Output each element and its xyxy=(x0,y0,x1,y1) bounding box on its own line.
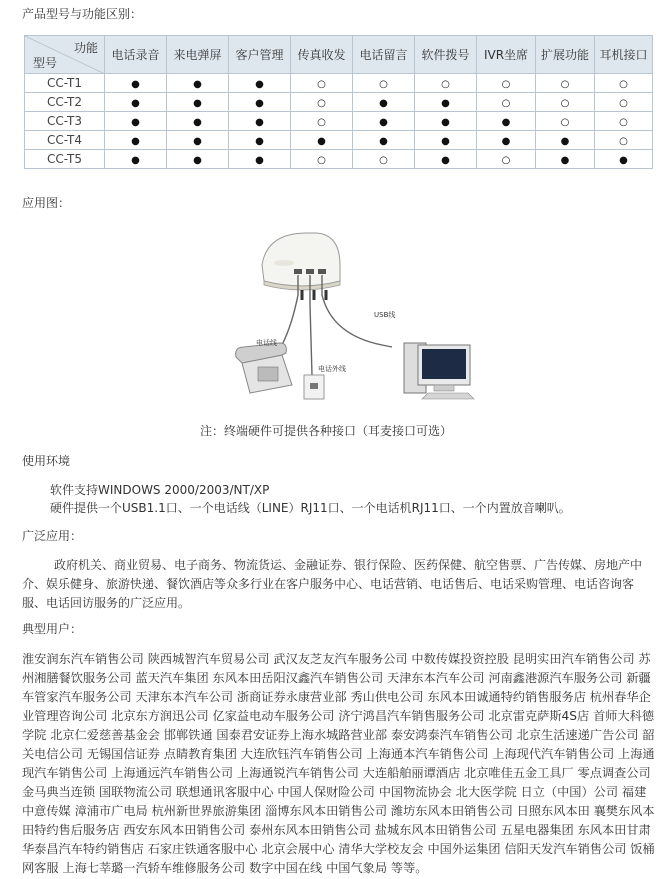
unsupported-circle-icon: ○ xyxy=(560,79,570,90)
feature-cell xyxy=(105,93,167,112)
supported-dot-icon: ● xyxy=(560,155,570,166)
wall-socket-icon xyxy=(304,375,324,399)
model-cell: CC-T2 xyxy=(25,93,105,112)
unsupported-circle-icon: ○ xyxy=(619,98,628,109)
supported-dot-icon: ● xyxy=(131,117,140,128)
feature-cell xyxy=(291,93,353,112)
feature-cell xyxy=(477,150,536,169)
table-row xyxy=(25,112,653,131)
column-header: 客户管理 xyxy=(229,36,291,74)
unsupported-circle-icon: ○ xyxy=(501,155,511,166)
supported-dot-icon: ● xyxy=(501,136,511,147)
feature-cell xyxy=(353,93,415,112)
unsupported-circle-icon: ○ xyxy=(501,79,511,90)
apps-description: 政府机关、商业贸易、电子商务、物流货运、金融证券、银行保险、医药保健、航空售票、广告传媒、房地产中介、娱乐健身、旅游快递、餐饮酒店等众多行业在客户服务中心、电话营销、电话售后、电话采购管理、电话咨询客服、电话回访服务的广泛应用。 xyxy=(22,558,643,610)
supported-dot-icon: ● xyxy=(255,117,264,128)
telephone-icon xyxy=(236,343,292,393)
feature-cell xyxy=(477,131,536,150)
supported-dot-icon: ● xyxy=(193,155,202,166)
supported-dot-icon: ● xyxy=(193,98,202,109)
users-list: 淮安润东汽车销售公司 陕西城智汽车贸易公司 武汉友芝友汽车服务公司 中数传媒投资控股 昆明实田汽车销售公司 苏州湘膳餐饮服务公司 蓝天汽车集团 东风本田岳阳汉鑫汽车销售公司 天津东本汽车公司 河南鑫港源汽车服务公司 新疆车管家汽车服务公司 天津东本汽车公司 浙商证券永康营业部 秀山供电公司 东风本田诚通特约销售服务店 杭州春华企业管理咨询公司 北京东方润迅公司 亿家益电动车服务公司 济宁鸿昌汽车销售服务公司 北京雷克萨斯4S店 首师大科德学院 北京仁爱慈善基金会 邯郸铁通 国泰君安证券上海水城路营业部 泰安鸿泰汽车销售公司 北京生活速递广告公司 韶关电信公司 无锡国信证券 点睛教育集团 大连欣钰汽车销售公司 上海通本汽车销售公司 上海现代汽车销售公司 上海通现汽车销售公司 上海通远汽车销售公司 上海通锐汽车销售公司 大连船舶丽谭酒店 北京唯佳五金工具厂 零点调查公司 金马典当连锁 国联物流公司 联想通讯客服中心 中国人保财险公司 中国物流协会 北大医学院 日立（中国）公司 福建中意传媒 漳浦市广电局 杭州新世界旅游集团 淄博东风本田销售公司 潍坊东风本田销售公司 日照东风本田 襄樊东风本田特约售后服务店 西安东风本田销售公司 泰州东风本田销售公司 盐城东风本田销售公司 五星电器集团 东风本田甘肃华泰昌汽车特约销售店 石家庄铁通客服中心 北京会展中心 清华大学校友会 中国外运集团 信阳天发汽车销售公司 饭桶网客服 上海七莘璐一汽轿车维修服务公司 数字中国在线 中国气象局 等等。 xyxy=(22,652,655,875)
supported-dot-icon: ● xyxy=(560,136,570,147)
unsupported-circle-icon: ○ xyxy=(379,155,388,166)
supported-dot-icon: ● xyxy=(255,79,264,90)
feature-cell xyxy=(595,93,653,112)
unsupported-circle-icon: ○ xyxy=(560,117,570,128)
supported-dot-icon: ● xyxy=(441,136,450,147)
supported-dot-icon: ● xyxy=(193,117,202,128)
model-cell: CC-T3 xyxy=(25,112,105,131)
feature-cell xyxy=(536,112,595,131)
column-header: 来电弹屏 xyxy=(167,36,229,74)
supported-dot-icon: ● xyxy=(193,79,202,90)
usb-cable-label: USB线 xyxy=(374,311,396,319)
unsupported-circle-icon: ○ xyxy=(619,79,628,90)
feature-cell xyxy=(536,93,595,112)
feature-cell xyxy=(229,93,291,112)
corner-label-model: 型号 xyxy=(33,56,58,70)
env-software-text: 软件支持WINDOWS 2000/2003/NT/XP xyxy=(50,483,270,497)
feature-cell xyxy=(415,150,477,169)
feature-cell xyxy=(167,93,229,112)
feature-cell xyxy=(105,131,167,150)
unsupported-circle-icon: ○ xyxy=(317,79,326,90)
feature-cell xyxy=(105,112,167,131)
feature-cell xyxy=(353,112,415,131)
feature-cell xyxy=(477,112,536,131)
feature-cell xyxy=(353,150,415,169)
diagram-caption: 注：终端硬件可提供各种接口（耳麦接口可选） xyxy=(200,424,453,438)
feature-cell xyxy=(477,74,536,93)
column-header: 耳机接口 xyxy=(595,36,653,74)
model-cell: CC-T1 xyxy=(25,74,105,93)
computer-icon xyxy=(404,343,474,399)
column-header: 扩展功能 xyxy=(536,36,595,74)
table-row xyxy=(25,93,653,112)
supported-dot-icon: ● xyxy=(193,136,202,147)
feature-cell xyxy=(229,74,291,93)
feature-cell xyxy=(595,150,653,169)
column-header: 电话录音 xyxy=(105,36,167,74)
unsupported-circle-icon: ○ xyxy=(441,79,450,90)
unsupported-circle-icon: ○ xyxy=(619,136,628,147)
feature-cell xyxy=(536,74,595,93)
feature-cell xyxy=(291,150,353,169)
table-row xyxy=(25,74,653,93)
feature-cell xyxy=(536,150,595,169)
model-cell: CC-T5 xyxy=(25,150,105,169)
feature-cell xyxy=(229,131,291,150)
supported-dot-icon: ● xyxy=(501,117,511,128)
phone-line-label: 电话线 xyxy=(256,339,277,347)
feature-cell xyxy=(291,74,353,93)
feature-cell xyxy=(105,150,167,169)
feature-cell xyxy=(167,131,229,150)
unsupported-circle-icon: ○ xyxy=(619,117,628,128)
unsupported-circle-icon: ○ xyxy=(379,79,388,90)
table-row xyxy=(25,150,653,169)
outer-line-label: 电话外线 xyxy=(318,365,346,373)
supported-dot-icon: ● xyxy=(441,98,450,109)
supported-dot-icon: ● xyxy=(131,155,140,166)
diagram-section-title: 应用图： xyxy=(22,196,71,210)
users-section-title: 典型用户： xyxy=(22,622,83,636)
supported-dot-icon: ● xyxy=(619,155,628,166)
column-header: IVR坐席 xyxy=(477,36,536,74)
feature-cell xyxy=(415,74,477,93)
supported-dot-icon: ● xyxy=(131,79,140,90)
unsupported-circle-icon: ○ xyxy=(317,155,326,166)
feature-cell xyxy=(415,93,477,112)
feature-cell xyxy=(105,74,167,93)
unsupported-circle-icon: ○ xyxy=(317,98,326,109)
table-corner-cell xyxy=(25,36,105,74)
column-header: 传真收发 xyxy=(291,36,353,74)
feature-cell xyxy=(415,112,477,131)
supported-dot-icon: ● xyxy=(379,136,388,147)
corner-label-function: 功能 xyxy=(73,41,98,55)
model-cell: CC-T4 xyxy=(25,131,105,150)
supported-dot-icon: ● xyxy=(131,136,140,147)
column-header: 软件拨号 xyxy=(415,36,477,74)
feature-cell xyxy=(595,112,653,131)
env-hardware-text: 硬件提供一个USB1.1口、一个电话线（LINE）RJ11口、一个电话机RJ11口、一个内置放音喇叭。 xyxy=(50,501,571,515)
feature-cell xyxy=(291,131,353,150)
unsupported-circle-icon: ○ xyxy=(501,98,511,109)
supported-dot-icon: ● xyxy=(379,98,388,109)
table-header-row xyxy=(25,36,653,74)
application-diagram xyxy=(222,225,482,405)
feature-cell xyxy=(353,131,415,150)
unsupported-circle-icon: ○ xyxy=(560,98,570,109)
feature-cell xyxy=(353,74,415,93)
env-section-title: 使用环境 xyxy=(22,454,71,468)
feature-cell xyxy=(536,131,595,150)
feature-cell xyxy=(229,112,291,131)
supported-dot-icon: ● xyxy=(441,117,450,128)
feature-cell xyxy=(167,150,229,169)
feature-cell xyxy=(167,74,229,93)
feature-cell xyxy=(477,93,536,112)
feature-cell xyxy=(167,112,229,131)
supported-dot-icon: ● xyxy=(255,155,264,166)
column-header: 电话留言 xyxy=(353,36,415,74)
table-row xyxy=(25,131,653,150)
product-spec-table xyxy=(24,35,653,169)
unsupported-circle-icon: ○ xyxy=(317,117,326,128)
feature-cell xyxy=(595,74,653,93)
feature-cell xyxy=(415,131,477,150)
supported-dot-icon: ● xyxy=(317,136,326,147)
feature-cell xyxy=(291,112,353,131)
supported-dot-icon: ● xyxy=(255,98,264,109)
feature-cell xyxy=(595,131,653,150)
feature-cell xyxy=(229,150,291,169)
apps-section-title: 广泛应用： xyxy=(22,529,83,543)
supported-dot-icon: ● xyxy=(255,136,264,147)
supported-dot-icon: ● xyxy=(131,98,140,109)
models-section-title: 产品型号与功能区别： xyxy=(22,7,143,21)
supported-dot-icon: ● xyxy=(379,117,388,128)
recording-device-icon xyxy=(262,233,340,290)
supported-dot-icon: ● xyxy=(441,155,450,166)
